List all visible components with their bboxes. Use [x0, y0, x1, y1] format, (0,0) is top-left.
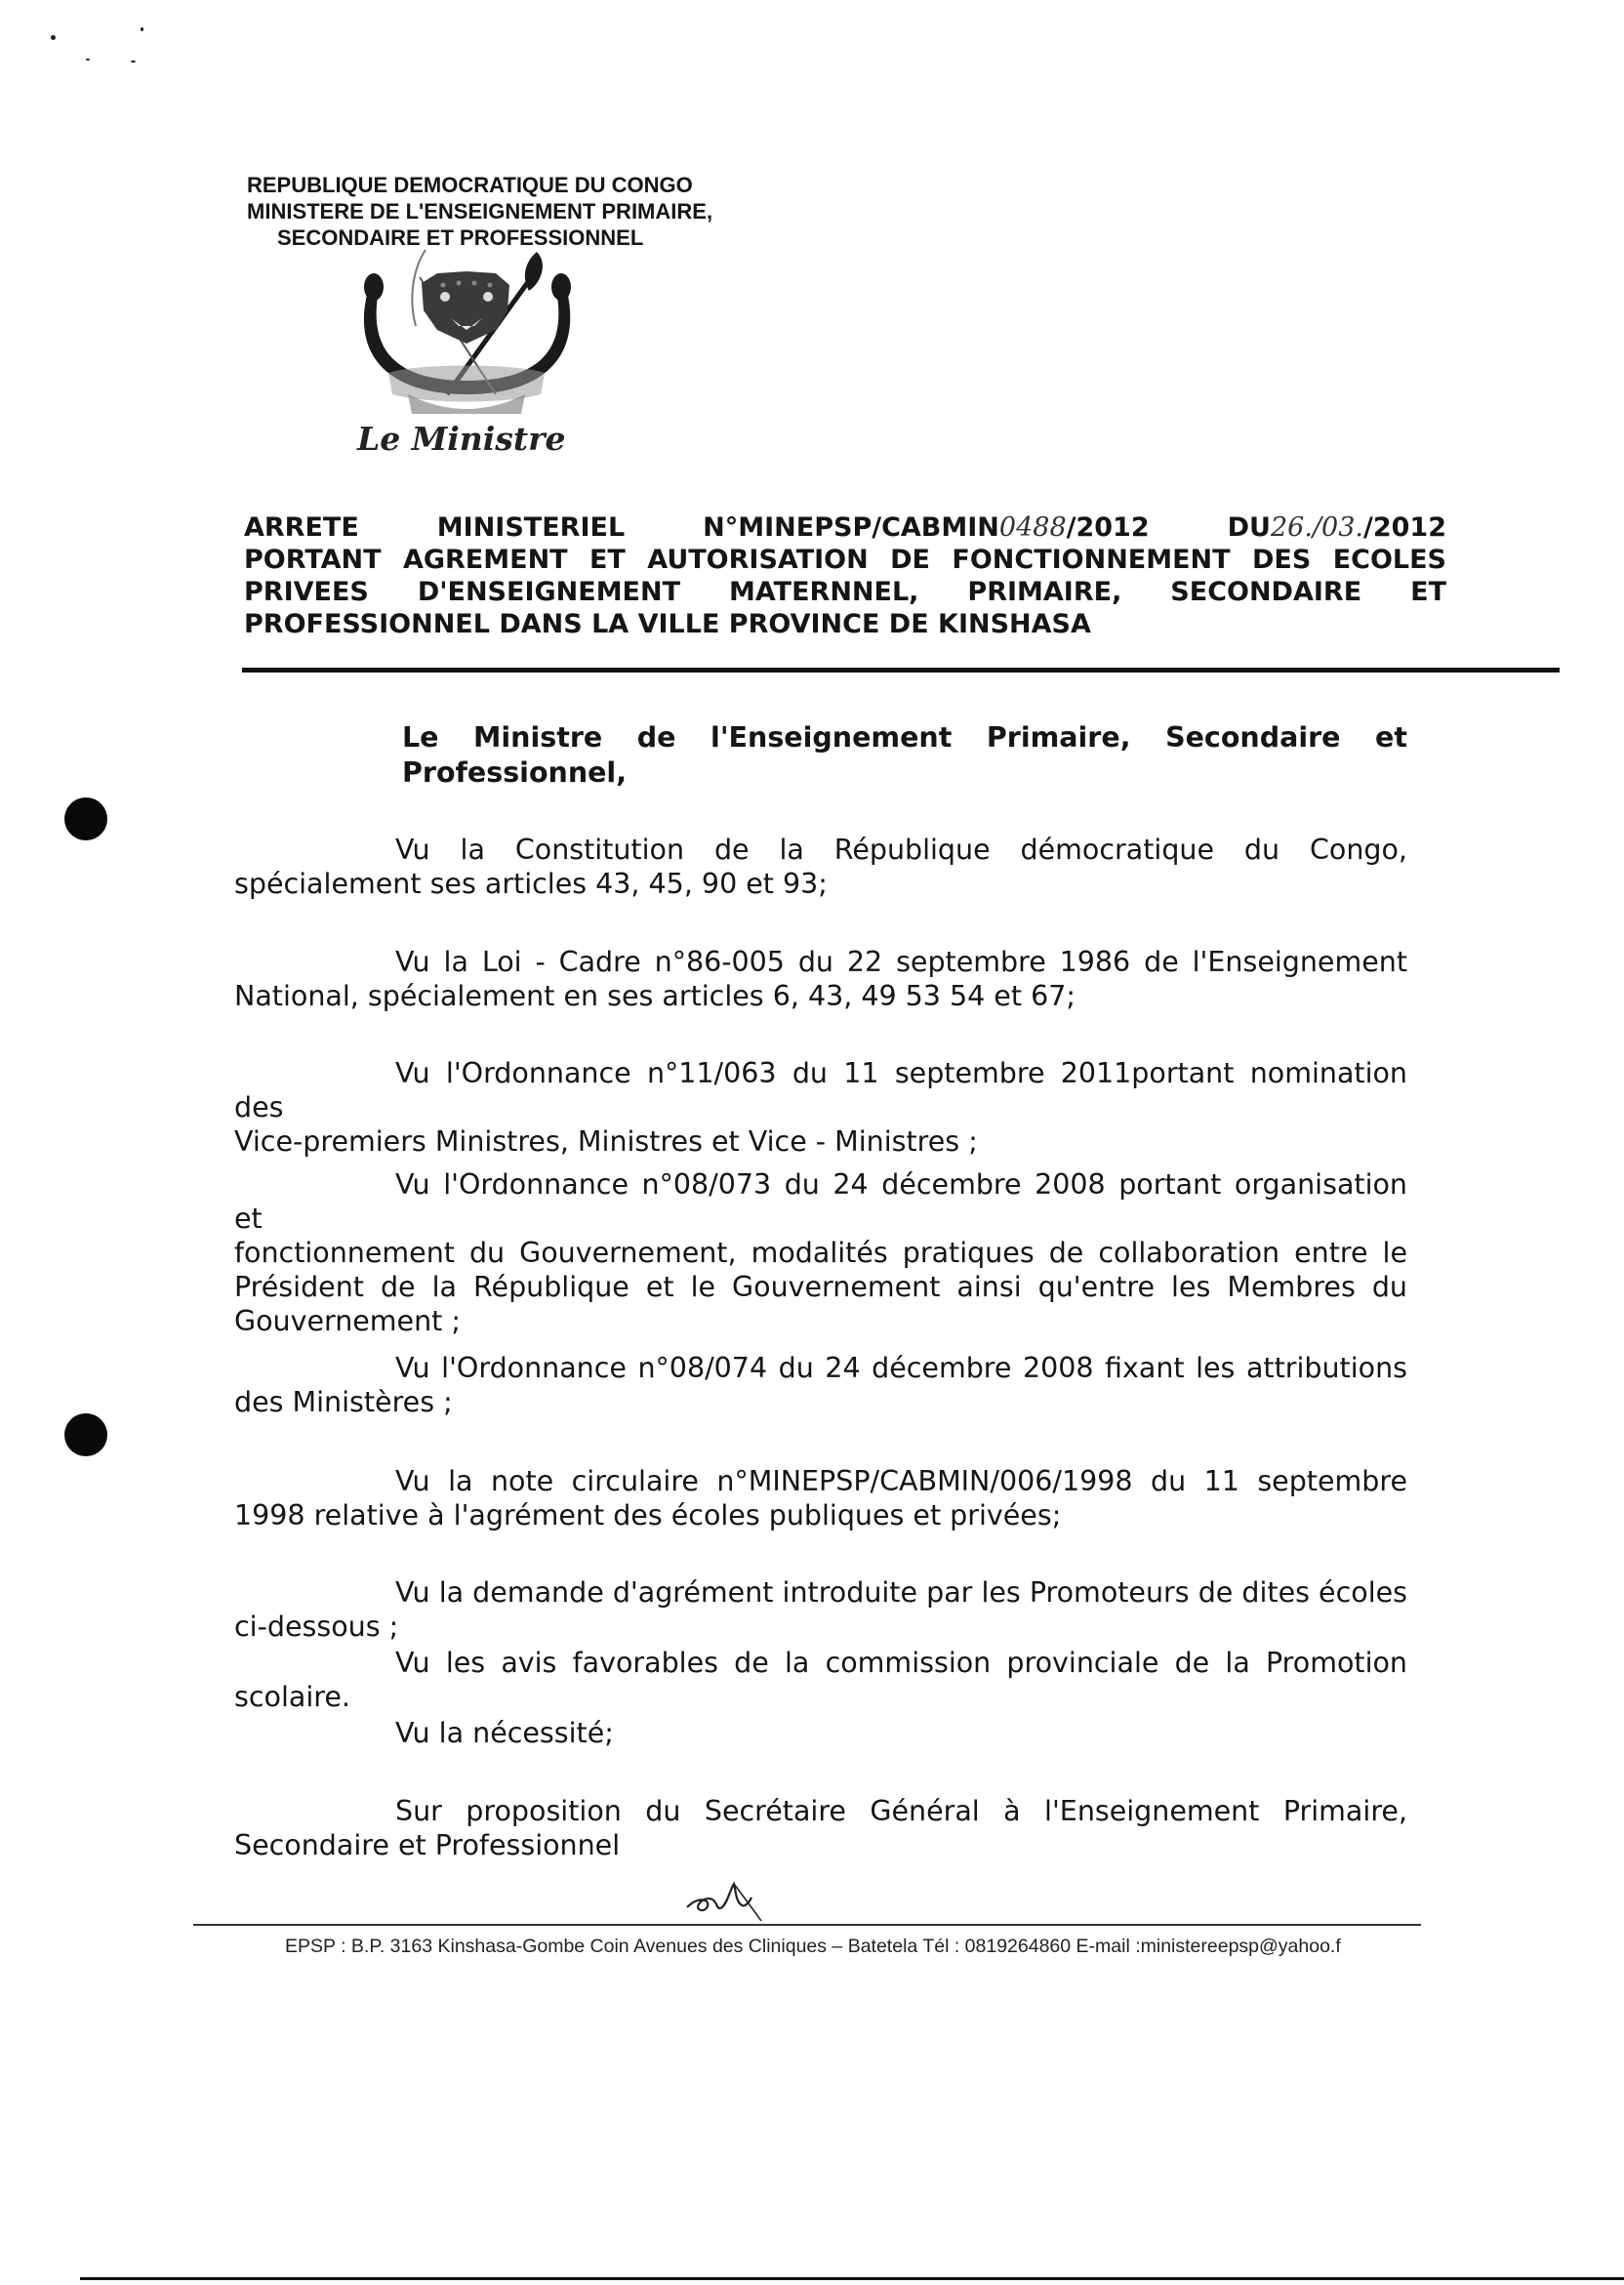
signature-title-le-ministre: Le Ministre — [357, 420, 566, 458]
paragraph-ordonnance-11-063 — [234, 1056, 1407, 1159]
paragraph-line: fonctionnement du Gouvernement, modalités pratiques de collaboration entre le — [234, 1237, 1407, 1269]
decree-ref-year: /2012 — [1066, 512, 1150, 543]
scan-speck — [86, 59, 90, 61]
decree-title-line3: PRIVEES D'ENSEIGNEMENT MATERNNEL, PRIMAIRE, SECONDAIRE ET — [244, 577, 1446, 607]
decree-reference — [703, 512, 1149, 543]
paragraph-demande-agrement — [234, 1575, 1407, 1750]
title-divider — [242, 668, 1560, 673]
decree-date — [1228, 512, 1446, 543]
letterhead — [247, 172, 712, 251]
scan-speck — [141, 27, 143, 31]
paragraph-line: Vu l'Ordonnance n°11/063 du 11 septembre 2011portant nomination des — [234, 1057, 1407, 1123]
paragraph-line: 1998 relative à l'agrément des écoles publiques et privées; — [234, 1499, 1062, 1531]
paragraph-line: Vice-premiers Ministres, Ministres et Vice - Ministres ; — [234, 1125, 978, 1158]
paragraph-line: Vu la nécessité; — [395, 1717, 614, 1749]
decree-title-line2: PORTANT AGREMENT ET AUTORISATION DE FONCTIONNEMENT DES ECOLES — [244, 545, 1446, 575]
decree-ref-prefix: N°MINEPSP/CABMIN — [703, 512, 999, 543]
paragraph-line: Vu les avis favorables de la commission provinciale de la Promotion — [395, 1647, 1407, 1679]
scan-speck — [131, 61, 136, 62]
paragraph-line: Sur proposition du Secrétaire Général à l'Enseignement Primaire, — [395, 1795, 1407, 1827]
letterhead-ministry-cont: SECONDAIRE ET PROFESSIONNEL — [277, 225, 644, 250]
letterhead-ministry: MINISTERE DE L'ENSEIGNEMENT PRIMAIRE, — [247, 199, 713, 224]
scan-speck — [51, 35, 56, 40]
decree-ref-number-handwritten: 0488 — [998, 512, 1067, 543]
intro-line2: Professionnel, — [402, 756, 628, 789]
paragraph-ordonnance-08-074 — [234, 1351, 1407, 1419]
intro-line1: Le Ministre de l'Enseignement Primaire, Secondaire et — [402, 721, 1407, 754]
punch-hole-upper — [64, 797, 107, 840]
decree-title-line4: PROFESSIONNEL DANS LA VILLE PROVINCE DE KINSHASA — [244, 609, 1091, 639]
paragraph-constitution — [234, 833, 1407, 901]
paragraph-sur-proposition — [234, 1794, 1407, 1862]
scan-bottom-edge — [80, 2277, 1624, 2280]
paragraph-line: Président de la République et le Gouvernement ainsi qu'entre les Membres du — [234, 1271, 1407, 1303]
paragraph-line: National, spécialement en ses articles 6, 43, 49 53 54 et 67; — [234, 980, 1076, 1012]
decree-word-arrete: ARRETE — [244, 512, 359, 543]
paragraph-line: scolaire. — [234, 1681, 350, 1713]
paragraph-line: Vu la note circulaire n°MINEPSP/CABMIN/006/1998 du 11 septembre — [395, 1465, 1407, 1497]
punch-hole-lower — [64, 1413, 107, 1456]
footer-contact: EPSP : B.P. 3163 Kinshasa-Gombe Coin Avenues des Cliniques – Batetela Tél : 0819264860 E-mail :ministereepsp@yahoo.f — [285, 1936, 1341, 1957]
paragraph-line: Vu l'Ordonnance n°08/073 du 24 décembre 2008 portant organisation et — [234, 1168, 1407, 1235]
letterhead-country: REPUBLIQUE DEMOCRATIQUE DU CONGO — [247, 173, 693, 197]
footer-divider — [193, 1924, 1421, 1926]
paragraph-loi-cadre — [234, 945, 1407, 1013]
paragraph-line: des Ministères ; — [234, 1386, 453, 1418]
decree-title-line1 — [244, 511, 1446, 544]
paragraph-line: ci-dessous ; — [234, 1611, 399, 1643]
paragraph-line: Vu la Loi - Cadre n°86-005 du 22 septembre 1986 de l'Enseignement — [395, 946, 1407, 978]
paragraph-line: Vu la demande d'agrément introduite par les Promoteurs de dites écoles — [395, 1576, 1407, 1609]
paragraph-line: Vu l'Ordonnance n°08/074 du 24 décembre 2008 fixant les attributions — [395, 1352, 1407, 1384]
handwritten-initials — [683, 1862, 771, 1921]
paragraph-note-circulaire — [234, 1464, 1407, 1532]
paragraph-line: Gouvernement ; — [234, 1305, 461, 1337]
decree-date-handwritten: 26./03. — [1270, 512, 1363, 543]
decree-date-year: /2012 — [1362, 512, 1446, 543]
paragraph-line: spécialement ses articles 43, 45, 90 et 93; — [234, 868, 828, 900]
coat-of-arms-emblem — [349, 248, 584, 424]
paragraph-ordonnance-08-073 — [234, 1167, 1407, 1338]
paragraph-line: Secondaire et Professionnel — [234, 1829, 621, 1861]
decree-word-ministeriel: MINISTERIEL — [436, 512, 626, 543]
decree-date-prefix: DU — [1227, 512, 1271, 543]
paragraph-line: Vu la Constitution de la République démocratique du Congo, — [395, 834, 1407, 866]
